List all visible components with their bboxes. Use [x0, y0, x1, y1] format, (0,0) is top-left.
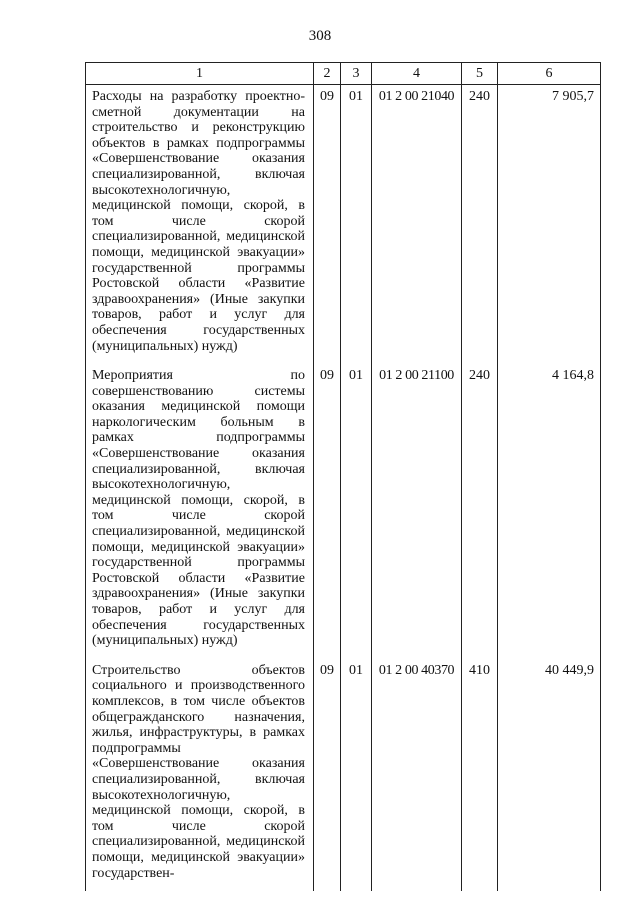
row-description: Мероприятия по совершенствованию системы оказания медицинской помощи наркологическим больным в рамках подпрограммы «Совершенствование оказания специализированной, включая высокотехнологичную, медицинской помощи, скорой, в том числе скорой специализированной, медицинской помощи, медицинской эвакуации» государственной программы Ростовской области «Развитие здравоохранения» (Иные закупки товаров, работ и услуг для обеспечения государственных (муниципальных) нужд)	[86, 364, 314, 659]
row-amount: 4 164,8	[498, 364, 601, 659]
row-target-article: 01 2 00 21100	[372, 364, 462, 659]
page-number: 308	[308, 28, 332, 44]
row-description: Строительство объектов социального и производственного комплексов, в том числе объектов общегражданского назначения, жилья, инфраструктуры, в рамках подпрограммы «Совершенствование оказания специализированной, включая высокотехнологичную, медицинской помощи, скорой, в том числе скорой специализированной, медицинской помощи, медицинской эвакуации» государствен-	[86, 659, 314, 891]
row-description: Расходы на разработку проектно-сметной документации на строительство и реконструкцию объектов в рамках подпрограммы «Совершенствование оказания специализированной, включая высокотехнологичную, медицинской помощи, скорой, в том числе скорой специализированной, медицинской помощи, медицинской эвакуации» государственной программы Ростовской области «Развитие здравоохранения» (Иные закупки товаров, работ и услуг для обеспечения государственных (муниципальных) нужд)	[86, 85, 314, 365]
table-row	[86, 85, 601, 365]
row-subsection-code: 01	[341, 364, 372, 659]
row-section-code: 09	[314, 364, 341, 659]
row-subsection-code: 01	[341, 85, 372, 365]
row-target-article: 01 2 00 21040	[372, 85, 462, 365]
column-header-4: 4	[372, 63, 462, 85]
budget-table	[85, 62, 601, 891]
row-subsection-code: 01	[341, 659, 372, 891]
column-header-2: 2	[314, 63, 341, 85]
row-section-code: 09	[314, 659, 341, 891]
row-amount: 7 905,7	[498, 85, 601, 365]
column-header-3: 3	[341, 63, 372, 85]
column-header-6: 6	[498, 63, 601, 85]
row-target-article: 01 2 00 40370	[372, 659, 462, 891]
table-row	[86, 364, 601, 659]
column-header-5: 5	[462, 63, 498, 85]
row-section-code: 09	[314, 85, 341, 365]
row-expense-type: 240	[462, 85, 498, 365]
row-expense-type: 240	[462, 364, 498, 659]
row-expense-type: 410	[462, 659, 498, 891]
table-row	[86, 659, 601, 891]
table-header-row	[86, 63, 601, 85]
row-amount: 40 449,9	[498, 659, 601, 891]
column-header-1: 1	[86, 63, 314, 85]
